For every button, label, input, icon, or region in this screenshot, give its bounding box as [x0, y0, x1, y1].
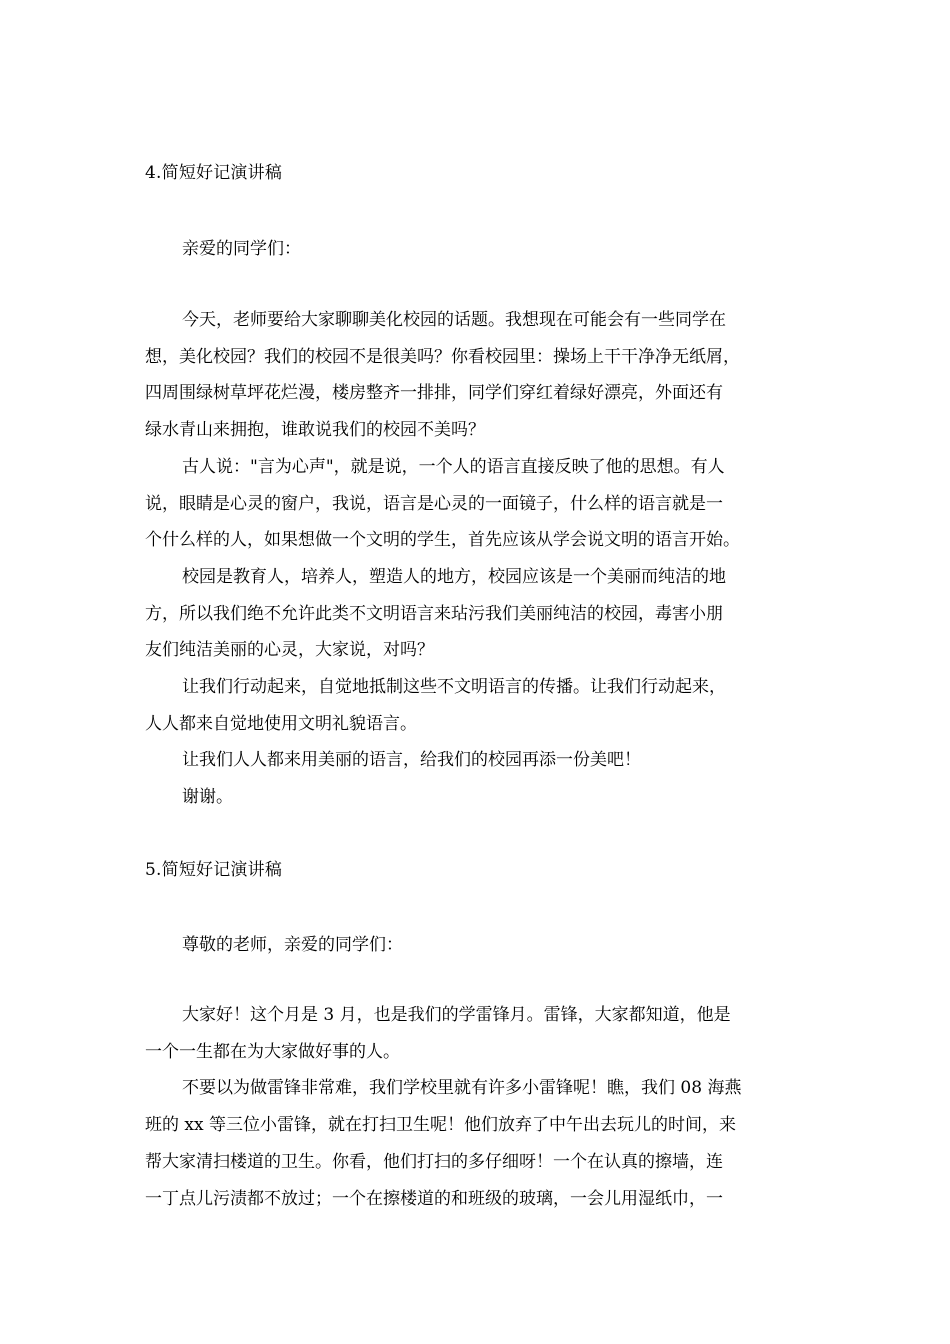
- paragraph: [145, 779, 815, 816]
- section-4-salutation: 亲爱的同学们：: [182, 239, 301, 259]
- text-line: 校园是教育人，培养人，塑造人的地方，校园应该是一个美丽而纯洁的地: [182, 566, 726, 587]
- text-line: 帮大家清扫楼道的卫生。你看，他们打扫的多仔细呀！一个在认真的擦墙，连: [145, 1151, 723, 1172]
- text-line: 四周围绿树草坪花烂漫，楼房整齐一排排，同学们穿红着绿好漂亮，外面还有: [145, 383, 723, 404]
- paragraph: [145, 997, 815, 1070]
- text-line: 方，所以我们绝不允许此类不文明语言来玷污我们美丽纯洁的校园，毒害小朋: [145, 603, 723, 624]
- section-4-body: [145, 302, 815, 816]
- text-line: 班的 xx 等三位小雷锋，就在打扫卫生呢！他们放弃了中午出去玩儿的时间，来: [145, 1115, 736, 1136]
- section-5-heading: 5.简短好记演讲稿: [145, 860, 283, 880]
- paragraph: [145, 449, 815, 559]
- text-line: 人人都来自觉地使用文明礼貌语言。: [145, 713, 417, 734]
- text-line: 友们纯洁美丽的心灵，大家说，对吗？: [145, 640, 434, 661]
- text-line: 说，眼睛是心灵的窗户，我说，语言是心灵的一面镜子，什么样的语言就是一: [145, 493, 723, 514]
- text-line: 古人说："言为心声"，就是说，一个人的语言直接反映了他的思想。有人: [182, 456, 725, 477]
- paragraph: [145, 742, 815, 779]
- text-line: 今天，老师要给大家聊聊美化校园的话题。我想现在可能会有一些同学在: [182, 310, 726, 330]
- text-line: 想，美化校园？我们的校园不是很美吗？你看校园里：操场上干干净净无纸屑，: [145, 346, 740, 367]
- text-line: 一丁点儿污渍都不放过；一个在擦楼道的和班级的玻璃，一会儿用湿纸巾，一: [145, 1188, 723, 1209]
- section-4-heading: 4.简短好记演讲稿: [145, 163, 283, 183]
- text-line: 绿水青山来拥抱，谁敢说我们的校园不美吗？: [145, 420, 485, 441]
- paragraph: [145, 1070, 815, 1217]
- section-5-salutation: 尊敬的老师，亲爱的同学们：: [182, 935, 403, 955]
- text-line: 一个一生都在为大家做好事的人。: [145, 1041, 400, 1062]
- text-line: 个什么样的人，如果想做一个文明的学生，首先应该从学会说文明的语言开始。: [145, 530, 740, 551]
- text-line: 不要以为做雷锋非常难，我们学校里就有许多小雷锋呢！瞧，我们 08 海燕: [182, 1078, 742, 1099]
- text-line: 让我们人人都来用美丽的语言，给我们的校园再添一份美吧！: [182, 750, 641, 771]
- paragraph: [145, 669, 815, 742]
- paragraph: [145, 302, 815, 449]
- paragraph: [145, 559, 815, 669]
- text-line: 谢谢。: [182, 787, 233, 808]
- section-5-body: [145, 997, 815, 1217]
- text-line: 让我们行动起来，自觉地抵制这些不文明语言的传播。让我们行动起来，: [182, 677, 726, 698]
- text-line: 大家好！这个月是 3 月，也是我们的学雷锋月。雷锋，大家都知道，他是: [182, 1005, 731, 1025]
